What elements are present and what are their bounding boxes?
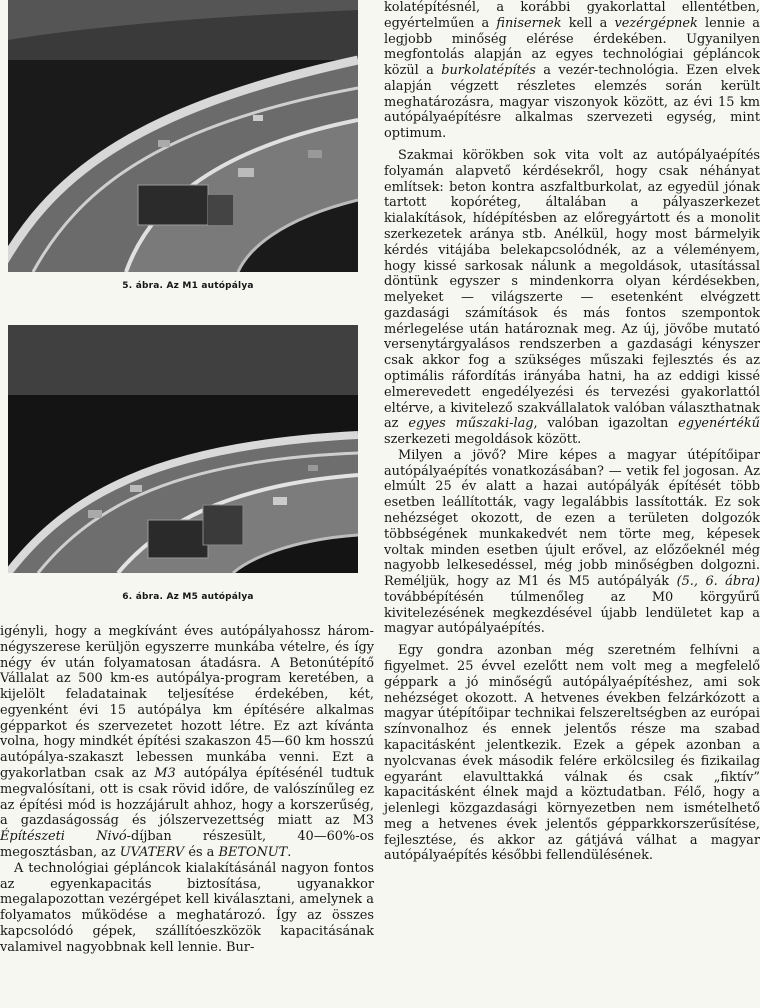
left-paragraph-2: A technológiai gépláncok kialakításánál nagyon fontos az egyenkapacitás biztosítása, ugyanakkor megalapozottan vezérgépet kell kiválasztani, amelynek a folyamatos működése a meghatározó. Így az összes kapcsolódó gépek, szállítóeszközök kapacitásának valamivel nagyobbnak kell lennie. Bur- <box>0 860 374 955</box>
italic-text: Építészeti Nivó <box>0 829 127 845</box>
figure-5-caption: 5. ábra. Az M1 autópálya <box>122 281 254 291</box>
figure-6-photo <box>8 325 358 573</box>
italic-text: BETONUT <box>218 844 288 860</box>
right-column <box>384 0 760 1008</box>
m5-motorway-photo-illustration <box>8 325 358 573</box>
figure-5-photo <box>8 0 358 272</box>
right-paragraph-1: kolatépítésnél, a korábbi gyakorlattal ellentétben, egyértelműen a finisernek kell a vezérgépnek lennie a legjobb minőség elérése érdekében. Ugyanilyen megfontolás alapján az egyes technológiai gépláncok közül a burkolatépítés a vezér-technológia. Ezen elvek alapján végzett részletes elemzés során került meghatározásra, magyar viszonyok között, az évi 15 km autópályaépítésre alkalmas szervezeti egység, mint optimum. <box>384 0 760 142</box>
italic-text: finisernek <box>496 15 562 31</box>
figure-6-caption: 6. ábra. Az M5 autópálya <box>122 592 254 602</box>
italic-text: UVATERV <box>119 844 185 860</box>
italic-text: (5., 6. ábra) <box>676 574 760 590</box>
m1-motorway-photo-illustration <box>8 0 358 272</box>
right-paragraph-3: Milyen a jövő? Mire képes a magyar útépítőipar autópályaépítés vonatkozásában? — vetik fel jogosan. Az elmúlt 25 év alatt a hazai autópályák építését több esetben leállították, vagy legalábbis lassították. Ez sok nehézséget okozott, de ezen a területen dolgozók többségének munkakedvét nem törte meg, képesek voltak minden esetben újult erővel, az előzőeknél még nagyobb lelkesedéssel, még jobb minőségben dolgozni. Reméljük, hogy az M1 és M5 autópályák (5., 6. ábra) továbbépítésén túlmenőleg az M0 körgyűrű kivitelezésének megkezdésével újabb lendületet kap a magyar autópályaépítés. <box>384 447 760 637</box>
right-body-text <box>384 0 760 864</box>
right-paragraph-2: Szakmai körökben sok vita volt az autópályaépítés folyamán alapvető kérdésekről, hogy csak néhányat említsek: beton kontra aszfaltburkolat, az egyedül jónak tartott kopóréteg, általában a pályaszerkezet kialakítások, hídépítésben az előregyártott és a monolit szerkezetek aránya stb. Anélkül, hogy most bármelyik kérdés vitájába belekapcsolódnék, az a véleményem, hogy kissé sarkosak nálunk a megoldások, utasítással döntünk egyszer s mindenkorra olyan kérdésekben, melyeket — világszerte — esetenként elvégzett gazdasági számítások és más fontos szempontok mérlegelése után határoznak meg. Az új, jövőbe mutató versenytárgyalásos rendszerben a gazdasági kényszer csak akkor fog a szükséges műszaki fejlesztés és az optimális ráfordítás irányába hatni, ha az eddigi kissé elmerevedett engedélyezési és tervezési gyakorlattól eltérve, a kivitelező szakvállalatok valóban választhatnak az egyes műszaki-lag, valóban igazoltan egyenértékű szerkezeti megoldások között. <box>384 148 760 448</box>
left-body-text <box>0 624 374 955</box>
italic-text: vezérgépnek <box>614 15 698 31</box>
left-paragraph-1: igényli, hogy a megkívánt éves autópályahossz három-négyszerese kerüljön egyszerre munkába vételre, és így négy év után folyamatosan átadásra. A Betonútépítő Vállalat az 500 km-es autópálya-program keretében, a kijelölt feladatainak teljesítése érdekében, két, egyenként évi 15 autópálya km építésére alkalmas gépparkot és szervezetet hozott létre. Ez azt kívánta volna, hogy mindkét építési szakaszon 45—60 km hosszú autópálya-szakaszt lebessen munkába venni. Ezt a gyakorlatban csak az M3 autópálya építésénél tudtuk megvalósítani, ott is csak rövid időre, de valószínűleg ez az építési mód is hozzájárult ahhoz, hogy a korszerűség, a gazdaságosság és jólszervezettség miatt az M3 Építészeti Nivó-díjban részesült, 40—60%-os megosztásban, az UVATERV és a BETONUT. <box>0 624 374 860</box>
italic-text: M3 <box>154 766 176 782</box>
italic-text: egyes műszaki-lag <box>408 416 534 432</box>
left-column <box>0 0 376 1008</box>
right-paragraph-4: Egy gondra azonban még szeretném felhívni a figyelmet. 25 évvel ezelőtt nem volt meg a megfelelő géppark a jó minőségű autópályaépítéshez, ami sok nehézséget okozott. A hetvenes években felzárkózott a magyar útépítőipar technikai felszereltségben az európai színvonalhoz és ennek jelentős része ma szabad kapacitásként jelentkezik. Ezek a gépek azonban a nyolcvanas évek második felére erkölcsileg és fizikailag egyaránt elavulttakká válnak és csak „fiktív” kapacitásként élnek majd a köztudatban. Félő, hogy a jelenlegi közgazdasági környezetben nem ismételhető meg a hetvenes évek jelentős gépparkkorszerűsítése, fejlesztése, és akkor az gátjává válhat a magyar autópályaépítés későbbi fellendülésének. <box>384 643 760 864</box>
italic-text: egyenértékű <box>678 416 760 432</box>
italic-text: burkolatépítés <box>441 63 536 79</box>
